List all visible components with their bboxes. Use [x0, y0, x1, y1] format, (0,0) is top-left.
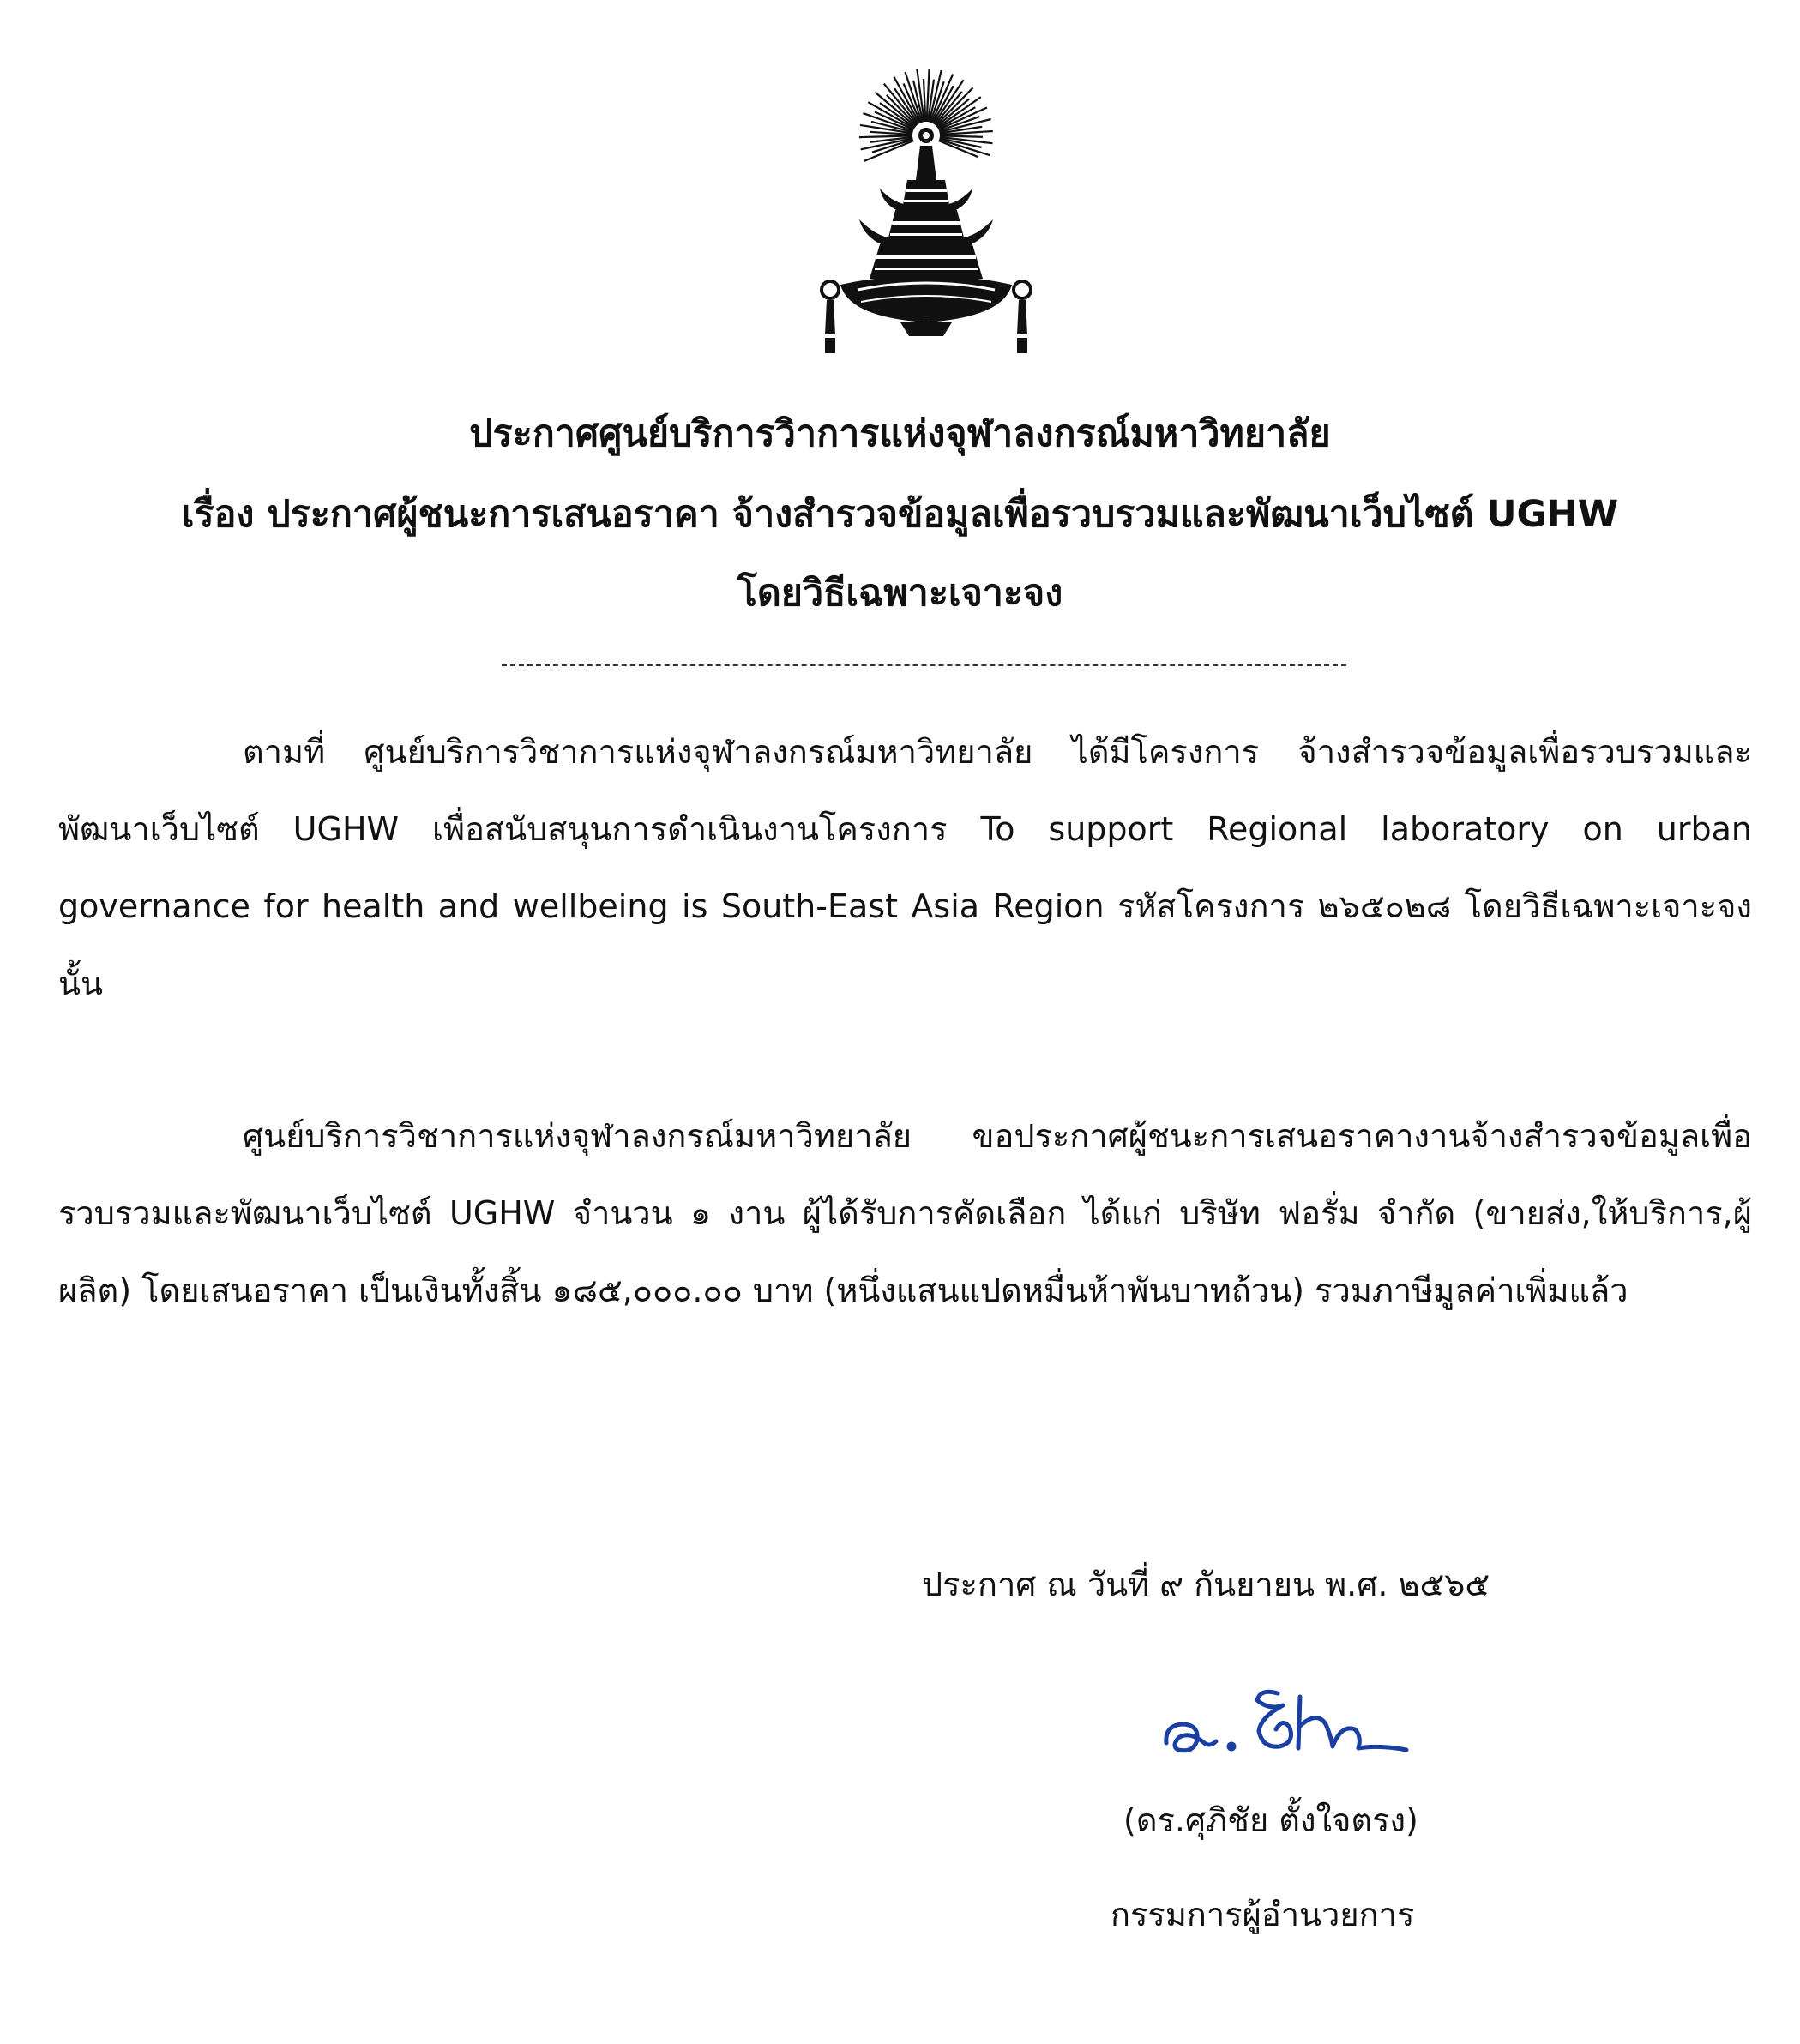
- paragraph-background: ตามที่ ศูนย์บริการวิชาการแห่งจุฬาลงกรณ์มหาวิทยาลัย ได้มีโครงการ จ้างสำรวจข้อมูลเพื่อรวบรวมและพัฒนาเว็บไซต์ UGHW เพื่อสนับสนุนการดำเนินงานโครงการ To support Regional laboratory on urban governance for health and wellbeing is South-East Asia Region รหัสโครงการ ๒๖๕๐๒๘ โดยวิธีเฉพาะเจาะจง นั้น: [58, 733, 1752, 1002]
- announcement-title: ประกาศศูนย์บริการวิาการแห่งจุฬาลงกรณ์มหาวิทยาลัย: [469, 412, 1331, 455]
- announcement-subject: เรื่อง ประกาศผู้ชนะการเสนอราคา จ้างสำรวจข้อมูลเพื่อรวบรวมและพัฒนาเว็บไซต์ UGHW: [181, 493, 1619, 536]
- signer-title: กรรมการผู้อำนวยการ: [1111, 1896, 1415, 1933]
- section-divider: [502, 664, 1346, 666]
- signer-name: (ดร.ศุภิชัย ตั้งใจตรง): [1123, 1801, 1418, 1839]
- announcement-date: ประกาศ ณ วันที่ ๙ กันยายน พ.ศ. ๒๕๖๕: [922, 1566, 1490, 1603]
- paragraph-winner: ศูนย์บริการวิชาการแห่งจุฬาลงกรณ์มหาวิทยาลัย ขอประกาศผู้ชนะการเสนอราคางานจ้างสำรวจข้อมูลเพื่อรวบรวมและพัฒนาเว็บไซต์ UGHW จำนวน ๑ งาน ผู้ได้รับการคัดเลือก ได้แก่ บริษัท ฟอรั่ม จำกัด (ขายส่ง,ให้บริการ,ผู้ผลิต) โดยเสนอราคา เป็นเงินทั้งสิ้น ๑๘๕,๐๐๐.๐๐ บาท (หนึ่งแสนแปดหมื่นห้าพันบาทถ้วน) รวมภาษีมูลค่าเพิ่มแล้ว: [58, 1117, 1752, 1309]
- procurement-method: โดยวิธีเฉพาะเจาะจง: [737, 572, 1063, 615]
- handwritten-signature-icon: [1149, 1676, 1424, 1770]
- chulalongkorn-phra-kiao-emblem-icon: [806, 60, 1046, 394]
